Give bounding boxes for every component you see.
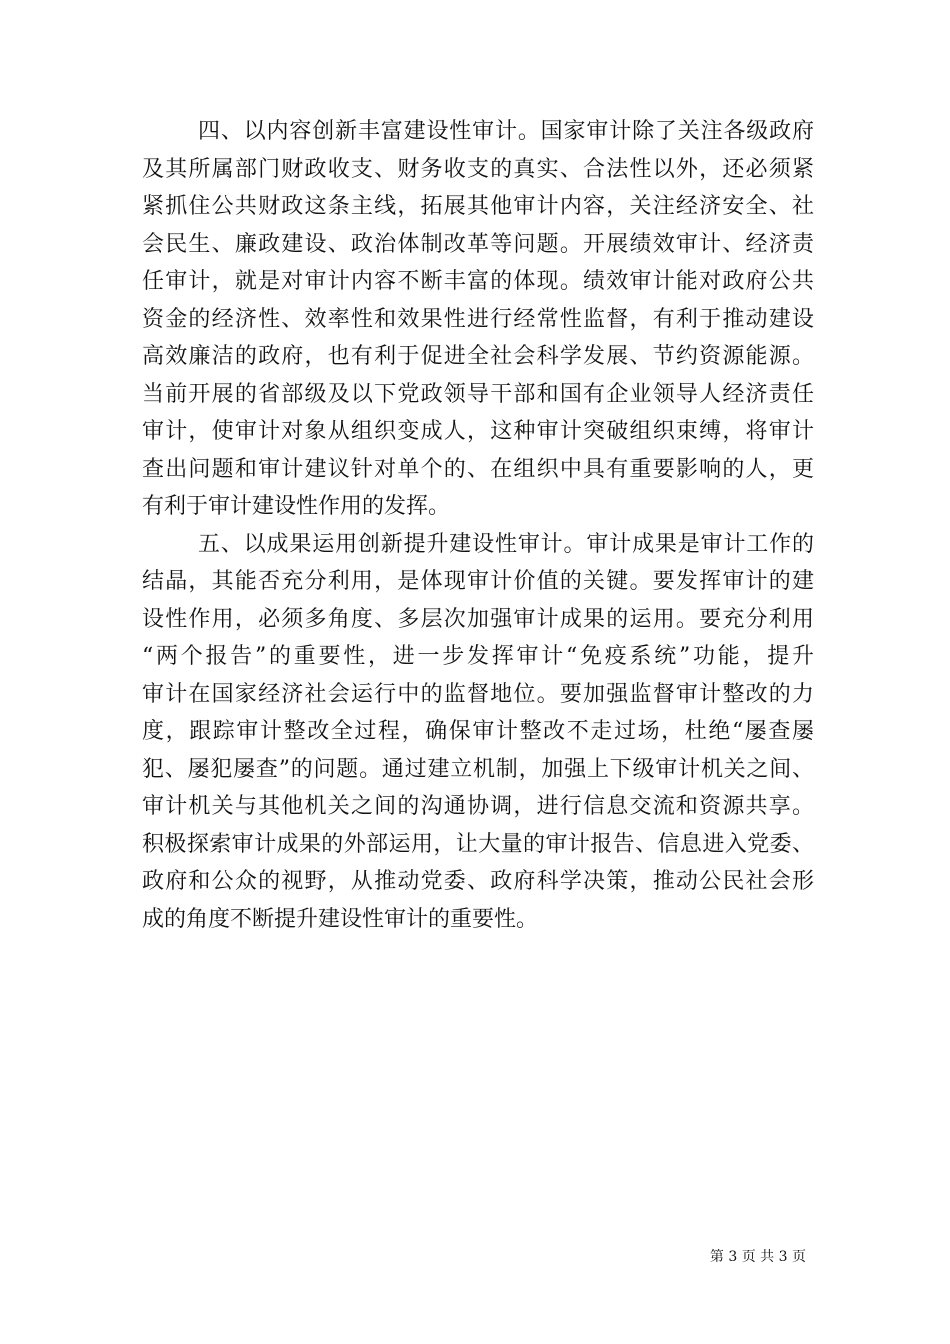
- paragraph-4: [142, 113, 814, 526]
- paragraph-5: [142, 526, 814, 939]
- text-line: 积极探索审计成果的外部运用，让大量的审计报告、信息进入党委、: [142, 831, 814, 857]
- text-line: 有利于审计建设性作用的发挥。: [142, 494, 451, 519]
- text-line: 政府和公众的视野，从推动党委、政府科学决策，推动公民社会形: [142, 869, 814, 894]
- text-line: 审计在国家经济社会运行中的监督地位。要加强监督审计整改的力: [142, 681, 814, 707]
- document-body: [142, 113, 814, 938]
- text-line: 度，跟踪审计整改全过程，确保审计整改不走过场，杜绝“屡查屡: [142, 719, 814, 744]
- text-line: 资金的经济性、效率性和效果性进行经常性监督，有利于推动建设: [142, 306, 814, 332]
- text-line: 四、以内容创新丰富建设性审计。国家审计除了关注各级政府: [198, 119, 814, 144]
- text-line: 犯、屡犯屡查”的问题。通过建立机制，加强上下级审计机关之间、: [142, 756, 814, 782]
- text-line: 会民生、廉政建设、政治体制改革等问题。开展绩效审计、经济责: [142, 231, 814, 257]
- text-line: 五、以成果运用创新提升建设性审计。审计成果是审计工作的: [198, 531, 814, 557]
- text-line: 紧抓住公共财政这条主线，拓展其他审计内容，关注经济安全、社: [142, 194, 814, 219]
- text-line: 审计机关与其他机关之间的沟通协调，进行信息交流和资源共享。: [142, 794, 814, 819]
- text-line: 设性作用，必须多角度、多层次加强审计成果的运用。要充分利用: [142, 606, 814, 632]
- text-line: “两个报告”的重要性，进一步发挥审计“免疫系统”功能，提升: [142, 644, 814, 669]
- text-line: 高效廉洁的政府，也有利于促进全社会科学发展、节约资源能源。: [142, 344, 814, 369]
- text-line: 及其所属部门财政收支、财务收支的真实、合法性以外，还必须紧: [142, 156, 814, 182]
- text-line: 审计，使审计对象从组织变成人，这种审计突破组织束缚，将审计: [142, 419, 814, 444]
- text-line: 查出问题和审计建议针对单个的、在组织中具有重要影响的人，更: [142, 456, 814, 482]
- text-line: 任审计，就是对审计内容不断丰富的体现。绩效审计能对政府公共: [142, 269, 814, 294]
- text-line: 结晶，其能否充分利用，是体现审计价值的关键。要发挥审计的建: [142, 569, 814, 594]
- text-line: 当前开展的省部级及以下党政领导干部和国有企业领导人经济责任: [142, 381, 814, 407]
- text-line: 成的角度不断提升建设性审计的重要性。: [142, 906, 539, 932]
- page-number-footer: 第 3 页 共 3 页: [709, 1249, 806, 1265]
